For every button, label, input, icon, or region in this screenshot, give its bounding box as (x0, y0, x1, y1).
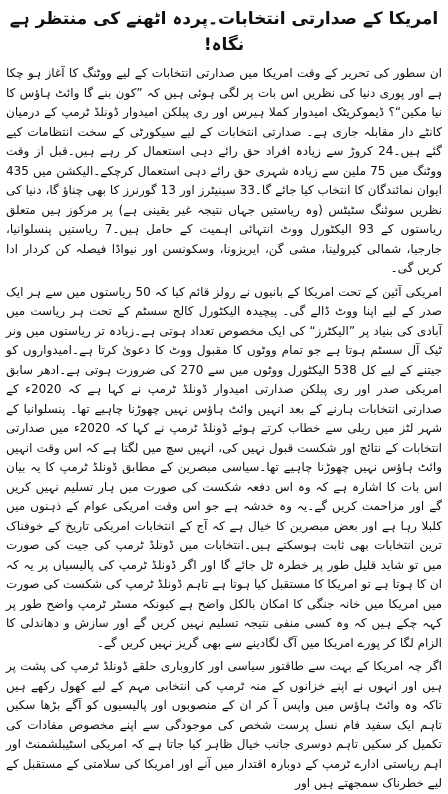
article-paragraph: امریکی آئین کے تحت امریکا کے بانیوں نے رولز قائم کیا کہ 50 ریاستوں میں سے ہر ایک صدر کے لیے اپنا ووٹ ڈالے گی۔ پیچیدہ الیکٹورل کالج سسٹم کے تحت ہر ریاست میں آبادی کی بنیاد پر ”الیکٹرز“ کی ایک مخصوص تعداد ہوتی ہے۔زیادہ تر ریاستوں میں ونر ٹیک آل سسٹم ہوتا ہے جو تمام ووٹوں کا مقبول ووٹ کا دعویٰ کرتا ہے۔امیدواروں کو جیتنے کے لیے کل 538 الیکٹورل ووٹوں میں سے 270 کی ضرورت ہوتی ہے۔ادھر سابق امریکی صدر اور ری پبلکن صدارتی امیدوار ڈونلڈ ٹرمپ نے کہا ہے کہ 2020ء کے صدارتی انتخابات ہارنے کے بعد انہیں وائٹ ہاؤس نہیں چھوڑنا چاہیے تھا۔ پنسلوانیا کے شہر لٹز میں ریلی سے خطاب کرتے ہوئے ڈونلڈ ٹرمپ نے کہا کہ 2020ء میں صدارتی انتخابات کے نتائج اور شکست قبول نہیں کی، انہیں سچ میں لگتا ہے کہ اس وقت انہیں وائٹ ہاؤس نہیں چھوڑنا چاہیے تھا۔سیاسی مبصرین کے مطابق ڈونلڈ ٹرمپ کا یہ بیان اس بات کا اشارہ ہے کہ وہ اس دفعہ شکست کی صورت میں ہار تسلیم نہیں کریں گے اور مزاحمت کریں گے۔یہ وہ خدشہ ہے جو اس وقت امریکی عوام کے ذہنوں میں کلبلا رہا ہے اور بعض مبصرین کا خیال ہے کہ آج کے انتخابات امریکی تاریخ کے خوفناک ترین انتخابات بھی ثابت ہوسکتے ہیں۔انتخابات میں ڈونلڈ ٹرمپ کی جیت کی صورت میں تو شاید قلیل طور پر خطرہ ٹل جائے گا اور اگر ڈونلڈ ٹرمپ کی پالیسیاں پر یہ کہ ان کا ہوتا ہے تو امریکا کا مستقبل کیا ہوتا ہے تاہم ڈونلڈ ٹرمپ کی شکست کی صورت میں امریکا میں خانہ جنگی کا امکان بالکل واضح ہے کیونکہ مسٹر ٹرمپ واضح طور پر کہہ چکے ہیں کہ وہ کسی منفی نتیجہ تسلیم نہیں کریں گے اور سازش و دھاندلی کا الزام لگا کر پورے امریکا میں آگ لگادینے سے بھی گریز نہیں کریں گے۔ (6, 284, 443, 650)
news-article (6, 6, 443, 790)
article-paragraph: اگر چہ امریکا کے بہت سے طاقتور سیاسی اور کاروباری حلقے ڈونلڈ ٹرمپ کی پشت پر ہیں اور انہوں نے اپنے خزانوں کے منہ ٹرمپ کی انتخابی مہم کے لیے کھول رکھے ہیں تاکہ وہ وائٹ ہاؤس میں واپس آ کر ان کے منصوبوں اور پالیسیوں کو آگے بڑھا سکیں تاہم ایک سفید فام نسل پرست شخص کی موجودگی سے اپنے مخصوص مفادات کی تکمیل کر سکیں تاہم دوسری جانب خیال ظاہر کیا جاتا ہے کہ امریکی اسٹیبلشمنٹ اور اہم ریاستی ادارے ٹرمپ کے دوبارہ اقتدار میں آنے اور امریکا کی سلامتی کے مستقبل کے لیے خطرناک سمجھتے ہیں اور (6, 659, 442, 790)
article-paragraph: ان سطور کی تحریر کے وقت امریکا میں صدارتی انتخابات کے لیے ووٹنگ کا آغاز ہو چکا ہے اور پوری دنیا کی نظریں اس بات پر لگی ہوئی ہیں کہ ”کون بنے گا وائٹ ہاؤس کا نیا مکین“؟ ڈیموکریٹک امیدوار کملا ہیرس اور ری پبلکن امیدوار ڈونلڈ ٹرمپ کے درمیان کانٹے دار مقابلہ جاری ہے۔ صدارتی انتخابات کے لیے سیکورٹی کے سخت انتظامات کیے گئے ہیں۔24 کروڑ سے زیادہ افراد حق رائے دہی استعمال کر رہے ہیں۔قبل از وقت ووٹنگ میں 75 ملین سے زیادہ شہری حق رائے دہی استعمال کرچکے۔الیکشن میں 435 ایوان نمائندگان کا انتخاب کیا جائے گا۔33 سینیٹرز اور 13 گورنرز کا بھی چناؤ گا، دنیا کی نظریں سوئنگ سٹیٹس (وہ ریاستیں جہاں نتیجہ غیر یقینی ہے) پر مرکوز ہیں متعلق ریاستوں کے 93 الیکٹورل ووٹ انتہائی اہمیت کے حامل ہیں۔7 ریاستیں پنسلوانیا، جارجیا، شمالی کیرولینا، مشی گن، ایریزونا، وسکونسن اور نیواڈا فیصلہ کن کردار ادا کریں گی۔ (6, 66, 443, 275)
article-headline: امریکا کے صدارتی انتخابات۔پردہ اٹھنے کی منتظر ہے نگاہ! (9, 9, 439, 55)
